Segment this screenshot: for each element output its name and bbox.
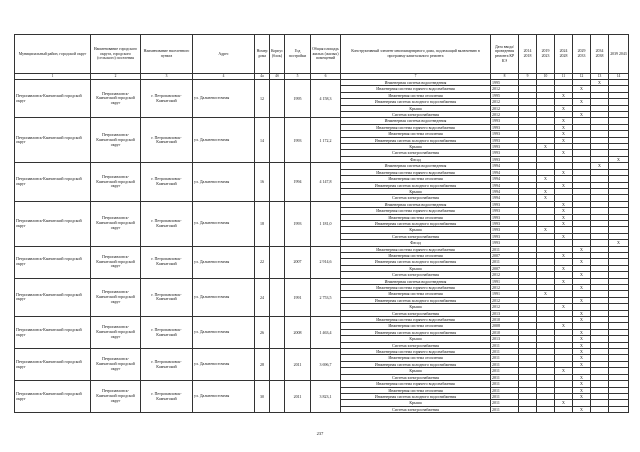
header-row: [15, 35, 629, 74]
settlement-cell: Петропавловск-Камчатский городской округ: [91, 278, 141, 316]
element-date-cell: 1991: [491, 291, 519, 297]
district-cell: Петропавловск-Камчатский городской округ: [15, 201, 91, 246]
element-name-cell: Крыша: [341, 336, 491, 342]
element-date-cell: 1993: [491, 233, 519, 239]
element-date-cell: 2012: [491, 304, 519, 310]
period-mark-cell: X: [573, 259, 591, 265]
element-name-cell: Инженерная система отопления: [341, 92, 491, 98]
element-name-cell: Инженерная система холодного водоснабжения: [341, 137, 491, 143]
period-mark-cell: X: [573, 381, 591, 387]
header-period-6: 2039 2043: [609, 35, 629, 74]
element-name-cell: Система электроснабжения: [341, 272, 491, 278]
element-name-cell: Крыша: [341, 265, 491, 271]
period-mark-cell: X: [537, 144, 555, 150]
street-cell: ул. Дальневосточная: [193, 80, 255, 118]
area-cell: 1 181,0: [311, 201, 341, 246]
period-mark-cell: X: [555, 169, 573, 175]
element-date-cell: 2012: [491, 285, 519, 291]
element-name-cell: Инженерная система горячего водоснабжения: [341, 246, 491, 252]
period-mark-cell: X: [555, 400, 573, 406]
column-number: 4а: [255, 74, 270, 80]
element-date-cell: 2011: [491, 368, 519, 374]
column-number: 10: [537, 74, 555, 80]
header-settlement: Наименование городского округа, городского (сельского) поселения: [91, 35, 141, 74]
element-date-cell: 2013: [491, 336, 519, 342]
area-cell: 2 753,5: [311, 278, 341, 316]
element-name-cell: Фасад: [341, 240, 491, 246]
locality-cell: г. Петропавловск-Камчатский: [141, 246, 193, 278]
element-name-cell: Крыша: [341, 188, 491, 194]
element-name-cell: Инженерная система водоотведения: [341, 201, 491, 207]
header-period-2: 2019 2023: [537, 35, 555, 74]
element-name-cell: Система электроснабжения: [341, 406, 491, 412]
period-mark-cell: X: [573, 342, 591, 348]
element-name-cell: Инженерная система горячего водоснабжения: [341, 124, 491, 130]
period-mark-cell: X: [555, 208, 573, 214]
element-date-cell: 1993: [491, 131, 519, 137]
header-house-number: Номер дома: [255, 35, 270, 74]
element-name-cell: Инженерная система отопления: [341, 131, 491, 137]
element-date-cell: 1993: [491, 208, 519, 214]
header-locality: Наименование населенного пункта: [141, 35, 193, 74]
building-cell: [270, 278, 285, 316]
element-name-cell: Система электроснабжения: [341, 112, 491, 118]
element-date-cell: 2010: [491, 317, 519, 323]
element-name-cell: Инженерная система холодного водоснабжения: [341, 393, 491, 399]
period-mark-cell: X: [555, 233, 573, 239]
element-date-cell: 2011: [491, 406, 519, 412]
period-mark-cell: [519, 406, 537, 412]
house-number-cell: 28: [255, 349, 270, 381]
period-mark-cell: [609, 406, 629, 412]
element-name-cell: Инженерная система горячего водоснабжения: [341, 86, 491, 92]
element-date-cell: 2012: [491, 297, 519, 303]
column-number: 8: [491, 74, 519, 80]
period-mark-cell: X: [573, 246, 591, 252]
period-mark-cell: [537, 406, 555, 412]
period-mark-cell: X: [591, 80, 609, 86]
element-name-cell: Инженерная система отопления: [341, 387, 491, 393]
period-mark-cell: X: [573, 349, 591, 355]
column-number: 5: [285, 74, 311, 80]
element-name-cell: Крыша: [341, 304, 491, 310]
period-mark-cell: X: [573, 310, 591, 316]
locality-cell: г. Петропавловск-Камчатский: [141, 80, 193, 118]
column-number: 2: [91, 74, 141, 80]
element-name-cell: Инженерная система отопления: [341, 214, 491, 220]
street-cell: ул. Дальневосточная: [193, 317, 255, 349]
header-period-4: 2029 2033: [573, 35, 591, 74]
period-mark-cell: X: [573, 317, 591, 323]
district-cell: Петропавловск-Камчатский городской округ: [15, 278, 91, 316]
house-number-cell: 14: [255, 118, 270, 163]
capital-repair-table: [14, 34, 629, 413]
settlement-cell: Петропавловск-Камчатский городской округ: [91, 246, 141, 278]
period-mark-cell: X: [537, 227, 555, 233]
element-name-cell: Инженерная система горячего водоснабжения: [341, 285, 491, 291]
period-mark-cell: X: [555, 182, 573, 188]
element-name-cell: Инженерная система холодного водоснабжения: [341, 259, 491, 265]
settlement-cell: Петропавловск-Камчатский городской округ: [91, 317, 141, 349]
period-mark-cell: X: [555, 368, 573, 374]
area-cell: 1 463,4: [311, 317, 341, 349]
period-mark-cell: [555, 406, 573, 412]
period-mark-cell: X: [555, 265, 573, 271]
element-name-cell: Система электроснабжения: [341, 310, 491, 316]
element-date-cell: 1993: [491, 150, 519, 156]
element-date-cell: 2007: [491, 265, 519, 271]
period-mark-cell: X: [555, 92, 573, 98]
element-date-cell: 2010: [491, 329, 519, 335]
building-cell: [270, 317, 285, 349]
element-date-cell: 2008: [491, 323, 519, 329]
period-mark-cell: X: [573, 374, 591, 380]
header-area: Общая площадь жилых (жилых) помещений: [311, 35, 341, 74]
building-cell: [270, 381, 285, 413]
element-date-cell: 2011: [491, 374, 519, 380]
locality-cell: г. Петропавловск-Камчатский: [141, 278, 193, 316]
element-date-cell: 2011: [491, 381, 519, 387]
element-name-cell: Инженерная система горячего водоснабжения: [341, 208, 491, 214]
street-cell: ул. Дальневосточная: [193, 201, 255, 246]
column-number: 7: [341, 74, 491, 80]
period-mark-cell: X: [555, 278, 573, 284]
period-mark-cell: X: [555, 323, 573, 329]
street-cell: ул. Дальневосточная: [193, 118, 255, 163]
locality-cell: г. Петропавловск-Камчатский: [141, 381, 193, 413]
locality-cell: г. Петропавловск-Камчатский: [141, 317, 193, 349]
header-district: Муниципальный район, городской округ: [15, 35, 91, 74]
area-cell: 4 158,3: [311, 80, 341, 118]
district-cell: Петропавловск-Камчатский городской округ: [15, 163, 91, 201]
element-name-cell: Инженерная система холодного водоснабжения: [341, 99, 491, 105]
year-cell: 2011: [285, 381, 311, 413]
element-name-cell: Инженерная система горячего водоснабжения: [341, 169, 491, 175]
street-cell: ул. Дальневосточная: [193, 246, 255, 278]
table-body: [15, 80, 629, 413]
house-number-cell: 18: [255, 201, 270, 246]
building-cell: [270, 118, 285, 163]
period-mark-cell: X: [573, 297, 591, 303]
period-mark-cell: X: [573, 393, 591, 399]
district-cell: Петропавловск-Камчатский городской округ: [15, 349, 91, 381]
element-name-cell: Инженерная система водоотведения: [341, 80, 491, 86]
district-cell: Петропавловск-Камчатский городской округ: [15, 381, 91, 413]
element-date-cell: 2011: [491, 349, 519, 355]
period-mark-cell: X: [555, 304, 573, 310]
header-date: Дата ввода/проведения ремонта КР КЭ: [491, 35, 519, 74]
building-cell: [270, 163, 285, 201]
period-mark-cell: X: [609, 156, 629, 162]
element-name-cell: Инженерная система водоотведения: [341, 278, 491, 284]
period-mark-cell: X: [555, 131, 573, 137]
period-mark-cell: X: [537, 195, 555, 201]
element-date-cell: 2012: [491, 99, 519, 105]
period-mark-cell: [591, 406, 609, 412]
element-date-cell: 1991: [491, 278, 519, 284]
period-mark-cell: X: [573, 355, 591, 361]
period-mark-cell: X: [555, 220, 573, 226]
locality-cell: г. Петропавловск-Камчатский: [141, 118, 193, 163]
header-element: Конструктивный элемент многоквартирного дома, подлежащий включению в программу капитального ремонта: [341, 35, 491, 74]
element-date-cell: 2012: [491, 112, 519, 118]
period-mark-cell: X: [555, 137, 573, 143]
area-cell: 2 914,6: [311, 246, 341, 278]
area-cell: 3 696,7: [311, 349, 341, 381]
element-date-cell: 2011: [491, 259, 519, 265]
column-number: 11: [555, 74, 573, 80]
element-date-cell: 2013: [491, 310, 519, 316]
element-date-cell: 1993: [491, 137, 519, 143]
element-date-cell: 1995: [491, 80, 519, 86]
element-date-cell: 2011: [491, 342, 519, 348]
element-date-cell: 2011: [491, 361, 519, 367]
column-number: 4: [193, 74, 255, 80]
year-cell: 1994: [285, 163, 311, 201]
element-date-cell: 1995: [491, 92, 519, 98]
element-name-cell: Инженерная система водоотведения: [341, 118, 491, 124]
element-name-cell: Крыша: [341, 400, 491, 406]
element-date-cell: 1994: [491, 176, 519, 182]
element-name-cell: Инженерная система отопления: [341, 252, 491, 258]
period-mark-cell: X: [591, 163, 609, 169]
element-date-cell: 2007: [491, 252, 519, 258]
district-cell: Петропавловск-Камчатский городской округ: [15, 80, 91, 118]
settlement-cell: Петропавловск-Камчатский городской округ: [91, 80, 141, 118]
element-name-cell: Система электроснабжения: [341, 374, 491, 380]
element-name-cell: Инженерная система горячего водоснабжения: [341, 317, 491, 323]
element-date-cell: 2011: [491, 355, 519, 361]
element-date-cell: 1993: [491, 220, 519, 226]
period-mark-cell: X: [573, 86, 591, 92]
element-name-cell: Крыша: [341, 227, 491, 233]
element-name-cell: Крыша: [341, 144, 491, 150]
element-name-cell: Инженерная система водоотведения: [341, 163, 491, 169]
element-date-cell: 1993: [491, 124, 519, 130]
building-cell: [270, 80, 285, 118]
element-name-cell: Инженерная система холодного водоснабжения: [341, 329, 491, 335]
header-period-3: 2024 2028: [555, 35, 573, 74]
locality-cell: г. Петропавловск-Камчатский: [141, 201, 193, 246]
period-mark-cell: X: [555, 105, 573, 111]
district-cell: Петропавловск-Камчатский городской округ: [15, 317, 91, 349]
year-cell: 1991: [285, 278, 311, 316]
column-number: 14: [609, 74, 629, 80]
element-date-cell: 1993: [491, 227, 519, 233]
header-year: Год постройки: [285, 35, 311, 74]
building-cell: [270, 246, 285, 278]
period-mark-cell: X: [573, 112, 591, 118]
element-date-cell: 1993: [491, 240, 519, 246]
element-name-cell: Инженерная система горячего водоснабжения: [341, 381, 491, 387]
street-cell: ул. Дальневосточная: [193, 381, 255, 413]
element-name-cell: Инженерная система отопления: [341, 323, 491, 329]
element-name-cell: Инженерная система холодного водоснабжения: [341, 297, 491, 303]
element-date-cell: 1994: [491, 182, 519, 188]
element-date-cell: 2011: [491, 387, 519, 393]
house-number-cell: 30: [255, 381, 270, 413]
element-date-cell: 2012: [491, 272, 519, 278]
street-cell: ул. Дальневосточная: [193, 163, 255, 201]
element-date-cell: 1993: [491, 144, 519, 150]
element-date-cell: 2011: [491, 246, 519, 252]
element-date-cell: 1993: [491, 201, 519, 207]
element-name-cell: Крыша: [341, 105, 491, 111]
element-name-cell: Инженерная система отопления: [341, 176, 491, 182]
element-name-cell: Инженерная система холодного водоснабжения: [341, 361, 491, 367]
district-cell: Петропавловск-Камчатский городской округ: [15, 246, 91, 278]
area-cell: 3 823,1: [311, 381, 341, 413]
element-date-cell: 1993: [491, 156, 519, 162]
period-mark-cell: X: [537, 176, 555, 182]
period-mark-cell: X: [573, 361, 591, 367]
element-date-cell: 2012: [491, 105, 519, 111]
street-cell: ул. Дальневосточная: [193, 349, 255, 381]
period-mark-cell: X: [537, 291, 555, 297]
building-cell: [270, 201, 285, 246]
period-mark-cell: X: [573, 336, 591, 342]
year-cell: 1995: [285, 80, 311, 118]
element-date-cell: 2012: [491, 86, 519, 92]
element-date-cell: 1993: [491, 118, 519, 124]
house-number-cell: 12: [255, 80, 270, 118]
settlement-cell: Петропавловск-Камчатский городской округ: [91, 349, 141, 381]
period-mark-cell: X: [609, 240, 629, 246]
period-mark-cell: X: [555, 150, 573, 156]
column-number: 3: [141, 74, 193, 80]
year-cell: 1993: [285, 118, 311, 163]
settlement-cell: Петропавловск-Камчатский городской округ: [91, 163, 141, 201]
header-period-1: 2014 2018: [519, 35, 537, 74]
year-cell: 2008: [285, 317, 311, 349]
header-address: Адрес: [193, 35, 255, 74]
house-number-cell: 26: [255, 317, 270, 349]
column-number: 9: [519, 74, 537, 80]
locality-cell: г. Петропавловск-Камчатский: [141, 349, 193, 381]
year-cell: 2011: [285, 349, 311, 381]
building-cell: [270, 349, 285, 381]
page-number: 237: [316, 431, 324, 436]
column-number: 1: [15, 74, 91, 80]
period-mark-cell: X: [537, 188, 555, 194]
header-building: Корпус (блок): [270, 35, 285, 74]
element-date-cell: 1994: [491, 169, 519, 175]
period-mark-cell: X: [573, 99, 591, 105]
period-mark-cell: X: [573, 272, 591, 278]
element-date-cell: 1993: [491, 214, 519, 220]
element-date-cell: 1994: [491, 163, 519, 169]
column-number: 4б: [270, 74, 285, 80]
locality-cell: г. Петропавловск-Камчатский: [141, 163, 193, 201]
element-date-cell: 2011: [491, 400, 519, 406]
period-mark-cell: X: [555, 124, 573, 130]
element-name-cell: Система электроснабжения: [341, 150, 491, 156]
period-mark-cell: X: [573, 285, 591, 291]
year-cell: 2007: [285, 246, 311, 278]
element-date-cell: 2011: [491, 393, 519, 399]
column-number: 12: [573, 74, 591, 80]
element-name-cell: Система электроснабжения: [341, 195, 491, 201]
element-name-cell: Инженерная система горячего водоснабжения: [341, 349, 491, 355]
settlement-cell: Петропавловск-Камчатский городской округ: [91, 381, 141, 413]
element-name-cell: Фасад: [341, 156, 491, 162]
settlement-cell: Петропавловск-Камчатский городской округ: [91, 118, 141, 163]
column-number: 6: [311, 74, 341, 80]
district-cell: Петропавловск-Камчатский городской округ: [15, 118, 91, 163]
element-name-cell: Система электроснабжения: [341, 342, 491, 348]
period-mark-cell: X: [555, 252, 573, 258]
street-cell: ул. Дальневосточная: [193, 278, 255, 316]
period-mark-cell: X: [555, 201, 573, 207]
area-cell: 1 172,2: [311, 118, 341, 163]
area-cell: 4 147,8: [311, 163, 341, 201]
element-name-cell: Система электроснабжения: [341, 233, 491, 239]
period-mark-cell: X: [573, 387, 591, 393]
period-mark-cell: X: [573, 406, 591, 412]
element-name-cell: Инженерная система холодного водоснабжения: [341, 220, 491, 226]
element-date-cell: 1994: [491, 188, 519, 194]
column-number: 13: [591, 74, 609, 80]
house-number-cell: 16: [255, 163, 270, 201]
period-mark-cell: X: [555, 118, 573, 124]
settlement-cell: Петропавловск-Камчатский городской округ: [91, 201, 141, 246]
house-number-cell: 24: [255, 278, 270, 316]
element-date-cell: 1994: [491, 195, 519, 201]
element-name-cell: Крыша: [341, 368, 491, 374]
element-name-cell: Инженерная система холодного водоснабжения: [341, 182, 491, 188]
house-number-cell: 22: [255, 246, 270, 278]
year-cell: 1993: [285, 201, 311, 246]
header-period-5: 2034 2038: [591, 35, 609, 74]
element-name-cell: Инженерная система отопления: [341, 291, 491, 297]
period-mark-cell: X: [555, 214, 573, 220]
period-mark-cell: X: [573, 329, 591, 335]
element-name-cell: Инженерная система отопления: [341, 355, 491, 361]
